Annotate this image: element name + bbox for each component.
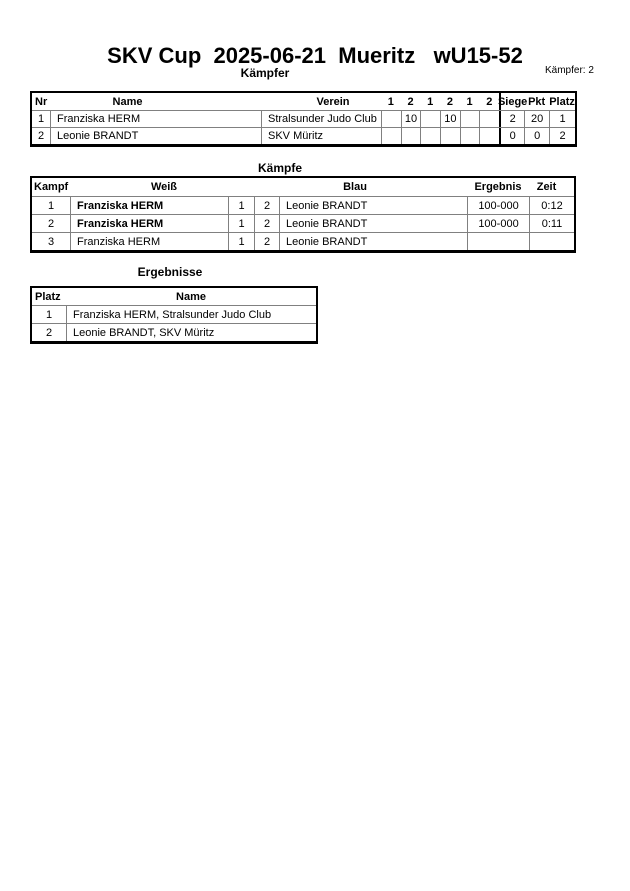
col-header-round-6: 2 bbox=[486, 95, 493, 108]
cell-score bbox=[460, 111, 480, 127]
cell-score: 10 bbox=[401, 111, 421, 127]
cell-pkt: 0 bbox=[524, 128, 549, 144]
page-title: SKV Cup 2025-06-21 Mueritz wU15-52 bbox=[107, 43, 523, 68]
cell-nr: 1 bbox=[37, 113, 45, 125]
cell-score bbox=[460, 128, 480, 144]
cell-score bbox=[479, 128, 499, 144]
kaempfe-row-1 bbox=[32, 196, 574, 214]
cell-nr: 2 bbox=[37, 130, 45, 142]
cell-ergebnis: 100-000 bbox=[467, 215, 529, 232]
cell-ergebnis: 100-000 bbox=[467, 197, 529, 214]
cell-blau: Leonie BRANDT bbox=[279, 215, 467, 232]
col-header-name: Name bbox=[176, 290, 206, 303]
kaempfer-row-2 bbox=[32, 127, 575, 144]
kaempfe-row-3 bbox=[32, 232, 574, 250]
cell-zeit bbox=[529, 233, 574, 250]
col-header-blau-nr bbox=[254, 178, 279, 196]
col-header-verein: Verein bbox=[316, 95, 350, 108]
col-header-round-5: 1 bbox=[466, 95, 473, 108]
cell-kampf: 1 bbox=[47, 199, 55, 212]
cell-score: 10 bbox=[440, 111, 460, 127]
cell-zeit: 0:12 bbox=[529, 197, 574, 214]
kaempfe-table bbox=[30, 176, 576, 253]
cell-weiss-nr: 1 bbox=[228, 215, 254, 232]
ergebnisse-table bbox=[30, 286, 318, 344]
cell-name: Leonie BRANDT, SKV Müritz bbox=[66, 324, 316, 341]
ergebnisse-row-1 bbox=[32, 305, 316, 323]
col-header-round-2: 2 bbox=[407, 95, 414, 108]
cell-blau-nr: 2 bbox=[254, 197, 279, 214]
col-header-weiss-nr bbox=[228, 178, 254, 196]
kaempfer-table bbox=[30, 91, 577, 147]
cell-blau: Leonie BRANDT bbox=[279, 233, 467, 250]
cell-score bbox=[420, 111, 440, 127]
cell-zeit: 0:11 bbox=[529, 215, 574, 232]
cell-weiss: Franziska HERM bbox=[70, 233, 228, 250]
kaempfer-caption: Kämpfer bbox=[240, 66, 290, 80]
cell-pkt: 20 bbox=[524, 111, 549, 127]
cell-kampf: 3 bbox=[47, 235, 55, 248]
cell-siege: 0 bbox=[499, 128, 524, 144]
cell-platz: 2 bbox=[549, 128, 575, 144]
kaempfe-caption: Kämpfe bbox=[257, 161, 303, 175]
cell-name: Franziska HERM bbox=[50, 111, 261, 127]
cell-weiss-nr: 1 bbox=[228, 233, 254, 250]
cell-siege: 2 bbox=[499, 111, 524, 127]
cell-platz: 2 bbox=[45, 326, 53, 339]
col-header-platz: Platz bbox=[35, 290, 61, 303]
col-header-nr: Nr bbox=[35, 95, 48, 108]
cell-score bbox=[381, 111, 401, 127]
cell-name: Leonie BRANDT bbox=[50, 128, 261, 144]
cell-kampf: 2 bbox=[47, 217, 55, 230]
ergebnisse-caption: Ergebnisse bbox=[137, 265, 203, 279]
col-header-weiss: Weiß bbox=[150, 181, 178, 193]
col-header-ergebnis: Ergebnis bbox=[474, 181, 522, 193]
col-header-zeit: Zeit bbox=[536, 181, 557, 193]
col-header-platz: Platz bbox=[549, 95, 575, 108]
kaempfe-row-2 bbox=[32, 214, 574, 232]
ergebnisse-header-row bbox=[32, 288, 316, 305]
col-header-siege: Siege bbox=[499, 93, 524, 110]
ergebnisse-row-2 bbox=[32, 323, 316, 341]
col-header-kampf: Kampf bbox=[34, 181, 69, 193]
cell-weiss: Franziska HERM bbox=[70, 215, 228, 232]
fighter-count-note: Kämpfer: 2 bbox=[545, 65, 594, 76]
col-header-round-4: 2 bbox=[446, 95, 453, 108]
col-header-pkt: Pkt bbox=[528, 95, 546, 108]
cell-score bbox=[479, 111, 499, 127]
cell-platz: 1 bbox=[45, 308, 53, 321]
cell-verein: Stralsunder Judo Club bbox=[261, 111, 381, 127]
cell-score bbox=[420, 128, 440, 144]
cell-blau-nr: 2 bbox=[254, 215, 279, 232]
cell-platz: 1 bbox=[549, 111, 575, 127]
cell-weiss: Franziska HERM bbox=[70, 197, 228, 214]
cell-score bbox=[401, 128, 421, 144]
kaempfer-header-row bbox=[32, 93, 575, 110]
kaempfe-header-row bbox=[32, 178, 574, 196]
cell-score bbox=[381, 128, 401, 144]
kaempfer-row-1 bbox=[32, 110, 575, 127]
cell-verein: SKV Müritz bbox=[261, 128, 381, 144]
col-header-round-3: 1 bbox=[427, 95, 434, 108]
col-header-name: Name bbox=[112, 95, 143, 108]
col-header-round-1: 1 bbox=[387, 95, 394, 108]
cell-blau-nr: 2 bbox=[254, 233, 279, 250]
cell-name: Franziska HERM, Stralsunder Judo Club bbox=[66, 306, 316, 323]
col-header-blau: Blau bbox=[343, 181, 367, 193]
cell-blau: Leonie BRANDT bbox=[279, 197, 467, 214]
cell-ergebnis bbox=[467, 233, 529, 250]
cell-score bbox=[440, 128, 460, 144]
cell-weiss-nr: 1 bbox=[228, 197, 254, 214]
